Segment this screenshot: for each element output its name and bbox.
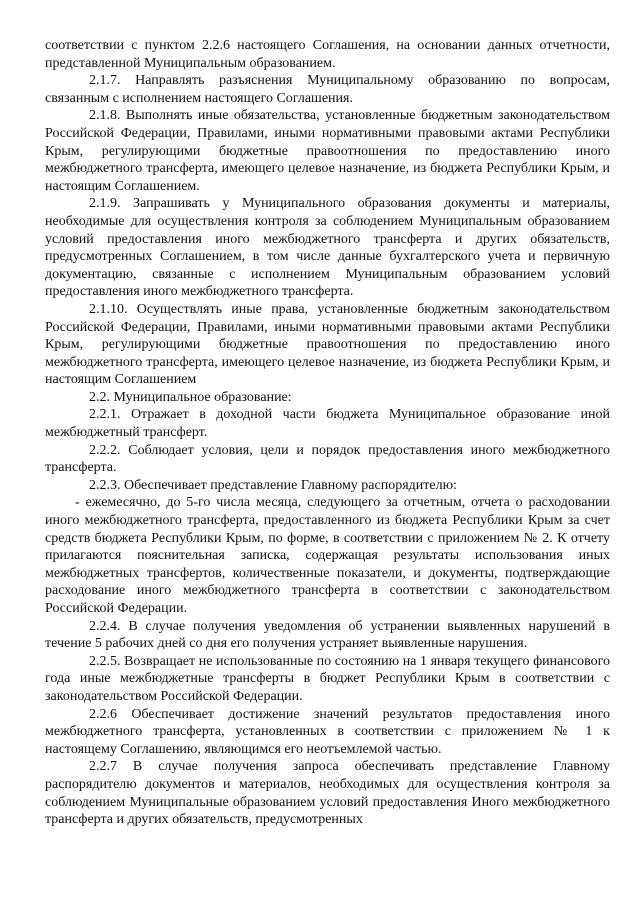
paragraph-2-1-10: 2.1.10. Осуществлять иные права, установленные бюджетным законодательством Российской Федерации, Правилами, иными нормативными правовыми актами Республики Крым, регулирующими бюджетные правоотношения по предоставлению иного межбюджетного трансферта, имеющего целевое назначение, из бюджета Республики Крым, и настоящим Соглашением: [45, 301, 610, 388]
paragraph-2-2-1: 2.2.1. Отражает в доходной части бюджета Муниципальное образование иной межбюджетный трансферт.: [45, 407, 610, 441]
paragraph-2-2-2: 2.2.2. Соблюдает условия, цели и порядок предоставления иного межбюджетного трансферта.: [45, 442, 610, 476]
paragraph-2-1-9: 2.1.9. Запрашивать у Муниципального образования документы и материалы, необходимые для осуществления контроля за соблюдением Муниципальным образованием условий предоставления иного межбюджетного трансферта и других обязательств, предусмотренных Соглашением, в том числе данные бухгалтерского учета и первичную документацию, связанные с исполнением Муниципальным образованием условий предоставления иного межбюджетного трансферта.: [45, 196, 610, 300]
paragraph-2-1-7: 2.1.7. Направлять разъяснения Муниципальному образованию по вопросам, связанным с исполнением настоящего Соглашения.: [45, 73, 610, 106]
paragraph-2-2: 2.2. Муниципальное образование:: [89, 389, 292, 405]
paragraph-continuation: соответствии с пунктом 2.2.6 настоящего Соглашения, на основании данных отчетности, представленной Муниципальным образованием.: [45, 38, 610, 71]
paragraph-2-2-5: 2.2.5. Возвращает не использованные по состоянию на 1 января текущего финансового года иные межбюджетные трансферты в бюджет Республики Крым в соответствии с законодательством Российской Федерации.: [45, 653, 610, 704]
paragraph-2-1-8: 2.1.8. Выполнять иные обязательства, установленные бюджетным законодательством Российской Федерации, Правилами, иными нормативными правовыми актами Республики Крым, регулирующими бюджетные правоотношения по предоставлению иного межбюджетного трансферта, имеющего целевое назначение, из бюджета Республики Крым, и настоящим Соглашением.: [45, 108, 610, 194]
paragraph-2-2-6: 2.2.6 Обеспечивает достижение значений результатов предоставления иного межбюджетного трансферта, установленных в соответствии с приложением № 1 к настоящему Соглашению, являющимся его неотъемлемой частью.: [45, 706, 610, 757]
paragraph-2-2-7: 2.2.7 В случае получения запроса обеспечивать представление Главному распорядителю документов и материалов, необходимых для осуществления контроля за соблюдением Муниципальные образованием условий предоставления Иного межбюджетного трансферта и других обязательств, предусмотренных: [45, 759, 610, 828]
paragraph-2-2-4: 2.2.4. В случае получения уведомления об устранении выявленных нарушений в течение 5 рабочих дней со дня его получения устраняет выявленные нарушения.: [45, 618, 610, 652]
paragraph-2-2-3: 2.2.3. Обеспечивает представление Главному распорядителю:: [89, 477, 457, 493]
paragraph-2-2-3-report: - ежемесячно, до 5-го числа месяца, следующего за отчетным, отчета о расходовании иного межбюджетного трансферта, предоставленного из бюджета Республики Крым за счет средств бюджета Республики Крым, по форме, в соответствии с приложением № 2. К отчету прилагаются пояснительная записка, содержащая результаты использования иных межбюджетных трансфертов, количественные показатели, и документы, подтверждающие расходование иного межбюджетного трансферта в соответствии с законодательством Российской Федерации.: [45, 495, 610, 616]
document-page: [45, 37, 610, 829]
